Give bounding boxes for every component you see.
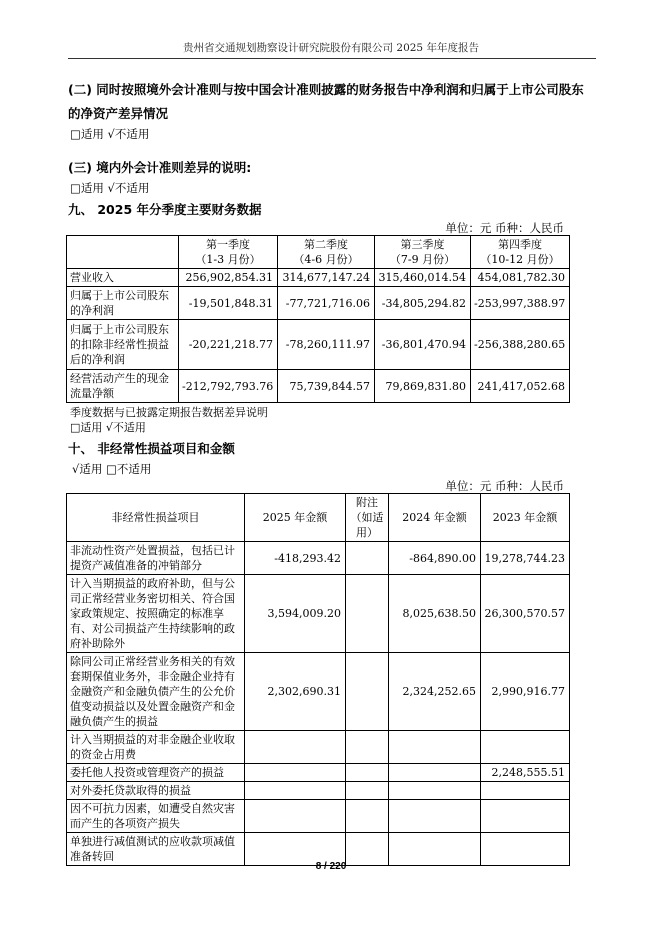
section-nine-unit: 单位：元 币种：人民币 [445,221,564,235]
section-three-applicability: □适用 √不适用 [70,181,150,195]
quarterly-header-q3 [375,236,471,269]
table-row [67,764,570,782]
quarterly-header-q2 [278,236,375,269]
cell-value: -253,997,388.97 [471,287,570,320]
header-rule [68,58,596,59]
cell-value: -36,801,470.94 [375,320,471,370]
cell-value: -77,721,716.06 [278,287,375,320]
quarterly-table [66,235,570,403]
row-label: 归属于上市公司股东的扣除非经常性损益后的净利润 [67,320,179,370]
cell-2024 [389,782,481,800]
row-label: 营业收入 [67,269,179,287]
cell-value: 256,902,854.31 [179,269,278,287]
header-2025: 2025 年金额 [245,494,346,542]
q3-sub: （7-9 月份） [389,253,456,266]
cell-value: -256,388,280.65 [471,320,570,370]
non-recurring-table [66,493,570,866]
cell-value: -78,260,111.97 [278,320,375,370]
q1-sub: （1-3 月份） [195,253,261,266]
header-2024: 2024 年金额 [389,494,481,542]
cell-2023 [481,731,570,764]
non-recurring-header-row [67,494,570,542]
row-label: 委托他人投资或管理资产的损益 [67,764,245,782]
table-row [67,653,570,731]
cell-value: 241,417,052.68 [471,370,570,403]
section-two-heading-line1: (二) 同时按照境外会计准则与按中国会计准则披露的财务报告中净利润和归属于上市公司股东 [68,82,584,97]
cell-2025: 3,594,009.20 [245,575,346,653]
row-label: 非流动性资产处置损益，包括已计提资产减值准备的冲销部分 [67,542,245,575]
quarterly-diff-note: 季度数据与已披露定期报告数据差异说明 [70,406,268,419]
cell-2023: 26,300,570.57 [481,575,570,653]
q1-title: 第一季度 [206,238,250,251]
row-label: 计入当期损益的政府补助，但与公司正常经营业务密切相关、符合国家政策规定、按照确定的标准享有、对公司损益产生持续影响的政府补助除外 [67,575,245,653]
quarterly-diff-applicability: □适用 √不适用 [70,421,146,434]
page-number: 8 / 220 [315,861,347,872]
section-ten-unit: 单位：元 币种：人民币 [445,479,564,493]
q2-sub: （4-6 月份） [293,253,359,266]
cell-note [346,731,389,764]
q4-title: 第四季度 [498,238,542,251]
table-row [67,320,570,370]
cell-2025 [245,800,346,833]
row-label: 计入当期损益的对非金融企业收取的资金占用费 [67,731,245,764]
cell-note [346,782,389,800]
cell-2024: 8,025,638.50 [389,575,481,653]
cell-2024 [389,800,481,833]
table-row [67,287,570,320]
table-row [67,731,570,764]
cell-note [346,542,389,575]
cell-2023: 2,248,555.51 [481,764,570,782]
cell-2023: 19,278,744.23 [481,542,570,575]
section-three-heading: (三) 境内外会计准则差异的说明: [68,160,252,175]
table-row [67,269,570,287]
row-label: 经营活动产生的现金流量净额 [67,370,179,403]
cell-2025: 2,302,690.31 [245,653,346,731]
cell-note [346,764,389,782]
table-row [67,542,570,575]
quarterly-header-row [67,236,570,269]
cell-value: 75,739,844.57 [278,370,375,403]
cell-note [346,653,389,731]
cell-note [346,575,389,653]
cell-2025: -418,293.42 [245,542,346,575]
cell-2024 [389,764,481,782]
cell-2024: -864,890.00 [389,542,481,575]
cell-2023 [481,800,570,833]
cell-value: -19,501,848.31 [179,287,278,320]
row-label: 对外委托贷款取得的损益 [67,782,245,800]
section-ten-applicability: √适用 □不适用 [72,462,152,476]
q3-title: 第三季度 [400,238,445,251]
cell-2023: 2,990,916.77 [481,653,570,731]
cell-2024 [389,731,481,764]
header-2023: 2023 年金额 [481,494,570,542]
section-nine-heading: 九、 2025 年分季度主要财务数据 [68,202,262,217]
row-label: 除同公司正常经营业务相关的有效套期保值业务外，非金融企业持有金融资产和金融负债产生的公允价值变动损益以及处置金融资产和金融负债产生的损益 [67,653,245,731]
table-row [67,782,570,800]
cell-2025 [245,782,346,800]
page-header: 贵州省交通规划勘察设计研究院股份有限公司 2025 年年度报告 [183,42,479,54]
cell-note [346,800,389,833]
cell-2025 [245,731,346,764]
table-row [67,575,570,653]
cell-value: -212,792,793.76 [179,370,278,403]
row-label: 因不可抗力因素，如遭受自然灾害而产生的各项资产损失 [67,800,245,833]
quarterly-header-q4 [471,236,570,269]
cell-2025 [245,764,346,782]
q2-title: 第二季度 [304,238,348,251]
cell-2023 [481,782,570,800]
row-label: 归属于上市公司股东的净利润 [67,287,179,320]
quarterly-header-q1 [179,236,278,269]
header-item: 非经常性损益项目 [67,494,245,542]
section-two-heading-line2: 的净资产差异情况 [68,106,169,121]
cell-value: -20,221,218.77 [179,320,278,370]
quarterly-header-blank [67,236,179,269]
cell-value: 79,869,831.80 [375,370,471,403]
cell-value: 314,677,147.24 [278,269,375,287]
section-ten-heading: 十、 非经常性损益项目和金额 [68,441,235,456]
section-two-applicability: □适用 √不适用 [70,127,150,141]
cell-value: -34,805,294.82 [375,287,471,320]
cell-value: 454,081,782.30 [471,269,570,287]
cell-value: 315,460,014.54 [375,269,471,287]
header-note: 附注（如适用） [346,494,389,542]
q4-sub: （10-12 月份） [480,253,560,266]
table-row [67,800,570,833]
cell-2024: 2,324,252.65 [389,653,481,731]
table-row [67,370,570,403]
row-label: 单独进行减值测试的应收款项减值准备转回 [67,833,245,866]
